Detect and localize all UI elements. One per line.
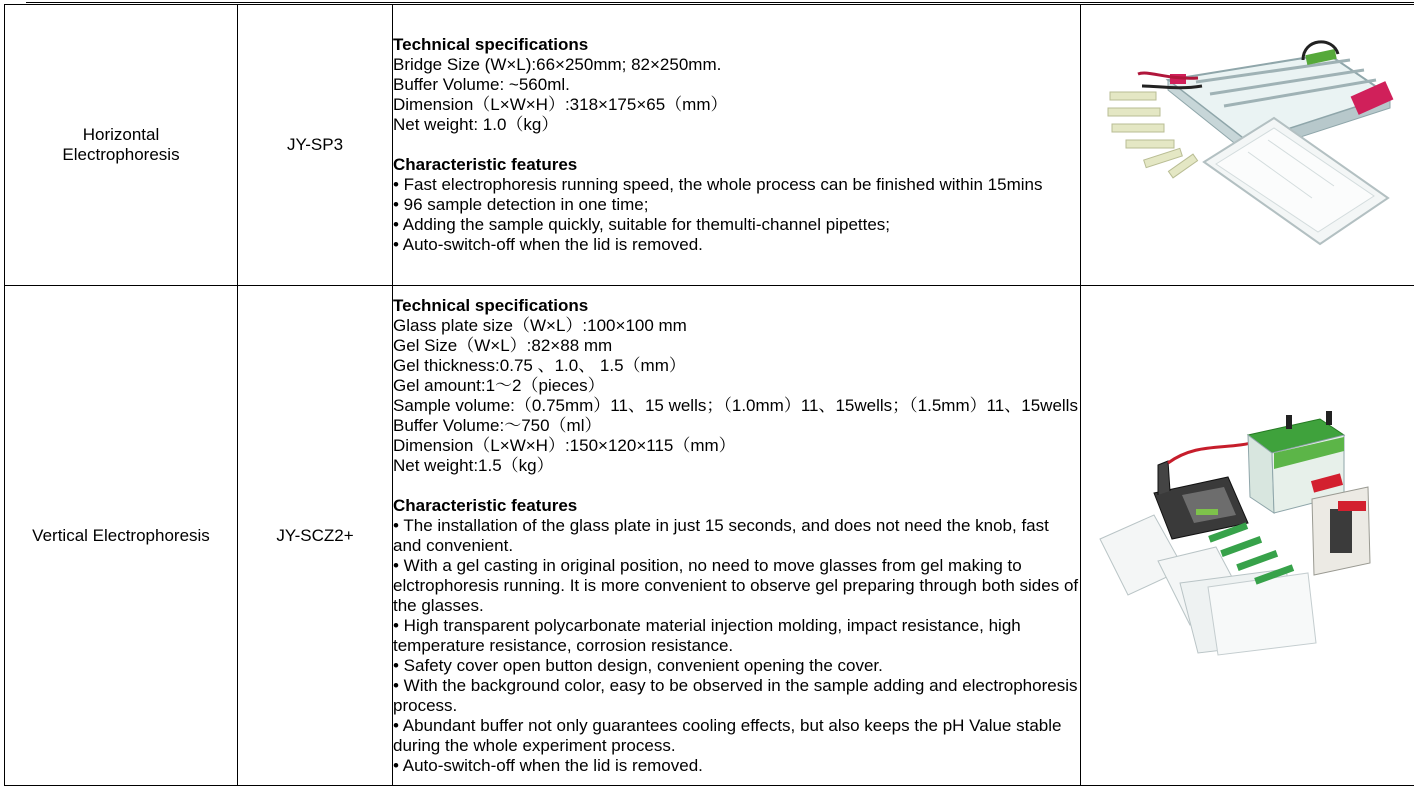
tech-spec-line: Glass plate size（W×L）:100×100 mm xyxy=(393,315,687,335)
tech-spec-line: Buffer Volume: ~560ml. xyxy=(393,75,570,94)
tech-spec-line: Sample volume:（0.75mm）11、15 wells；（1.0mm）11、15wells；（1.5mm）11、15wells xyxy=(393,395,1078,415)
category-label-line: Electrophoresis xyxy=(62,145,180,164)
feature-line: • With the background color, easy to be observed in the sample adding and electrophoresis process. xyxy=(393,675,1078,715)
feature-line: • With a gel casting in original position, no need to move glasses from gel making to elctrophoresis running. It is more convenient to observe gel preparing through both sides of the glasses. xyxy=(393,555,1079,615)
feature-line: • Auto-switch-off when the lid is removed. xyxy=(393,235,703,254)
tech-spec-line: Bridge Size (W×L):66×250mm; 82×250mm. xyxy=(393,55,722,74)
feature-line: • Auto-switch-off when the lid is removed. xyxy=(393,755,703,775)
features-heading: Characteristic features xyxy=(393,495,578,515)
feature-line: • Abundant buffer not only guarantees cooling effects, but also keeps the pH Value stable during the whole experiment process. xyxy=(393,715,1062,755)
tech-spec-line: Net weight:1.5（kg） xyxy=(393,455,554,475)
table-row xyxy=(5,286,1414,786)
top-rule xyxy=(26,2,1414,3)
spec-table xyxy=(4,4,1414,786)
tech-spec-line: Net weight: 1.0（kg） xyxy=(393,115,559,134)
horizontal-electrophoresis-photo xyxy=(1098,30,1398,260)
description-cell xyxy=(393,286,1081,786)
model-cell: JY-SP3 xyxy=(238,5,393,286)
category-label-line: Horizontal xyxy=(82,125,160,144)
tech-spec-heading: Technical specifications xyxy=(393,35,589,54)
tech-spec-line: Gel Size（W×L）:82×88 mm xyxy=(393,335,613,355)
model-cell: JY-SCZ2+ xyxy=(238,286,393,786)
tech-spec-line: Buffer Volume:～750（ml） xyxy=(393,415,602,435)
category-cell: Vertical Electrophoresis xyxy=(5,286,238,786)
description-cell xyxy=(393,5,1081,286)
tech-spec-heading: Technical specifications xyxy=(393,295,589,315)
vertical-electrophoresis-photo xyxy=(1098,411,1398,661)
product-image-cell xyxy=(1081,286,1414,786)
category-cell xyxy=(5,5,238,286)
tech-spec-line: Dimension（L×W×H）:318×175×65（mm） xyxy=(393,95,728,114)
cable-icon xyxy=(1142,86,1202,88)
feature-line: • High transparent polycarbonate material injection molding, impact resistance, high temperature resistance, corrosion resistance. xyxy=(393,615,1021,655)
table-row xyxy=(5,5,1414,286)
glass-plate-icon xyxy=(1100,515,1316,655)
product-image-cell xyxy=(1081,5,1414,286)
feature-line: • Safety cover open button design, convenient opening the cover. xyxy=(393,655,883,675)
tech-spec-line: Dimension（L×W×H）:150×120×115（mm） xyxy=(393,435,736,455)
features-heading: Characteristic features xyxy=(393,155,578,174)
tech-spec-line: Gel amount:1～2（pieces） xyxy=(393,375,605,395)
glass-holder-icon xyxy=(1312,487,1370,575)
feature-line: • Fast electrophoresis running speed, the whole process can be finished within 15mins xyxy=(393,175,1043,194)
comb-icon xyxy=(1108,92,1198,178)
feature-line: • The installation of the glass plate in just 15 seconds, and does not need the knob, fast and convenient. xyxy=(393,515,1049,555)
feature-line: • Adding the sample quickly, suitable for themulti-channel pipettes; xyxy=(393,215,891,234)
tech-spec-line: Gel thickness:0.75 、1.0、 1.5（mm） xyxy=(393,355,686,375)
feature-line: • 96 sample detection in one time; xyxy=(393,195,649,214)
